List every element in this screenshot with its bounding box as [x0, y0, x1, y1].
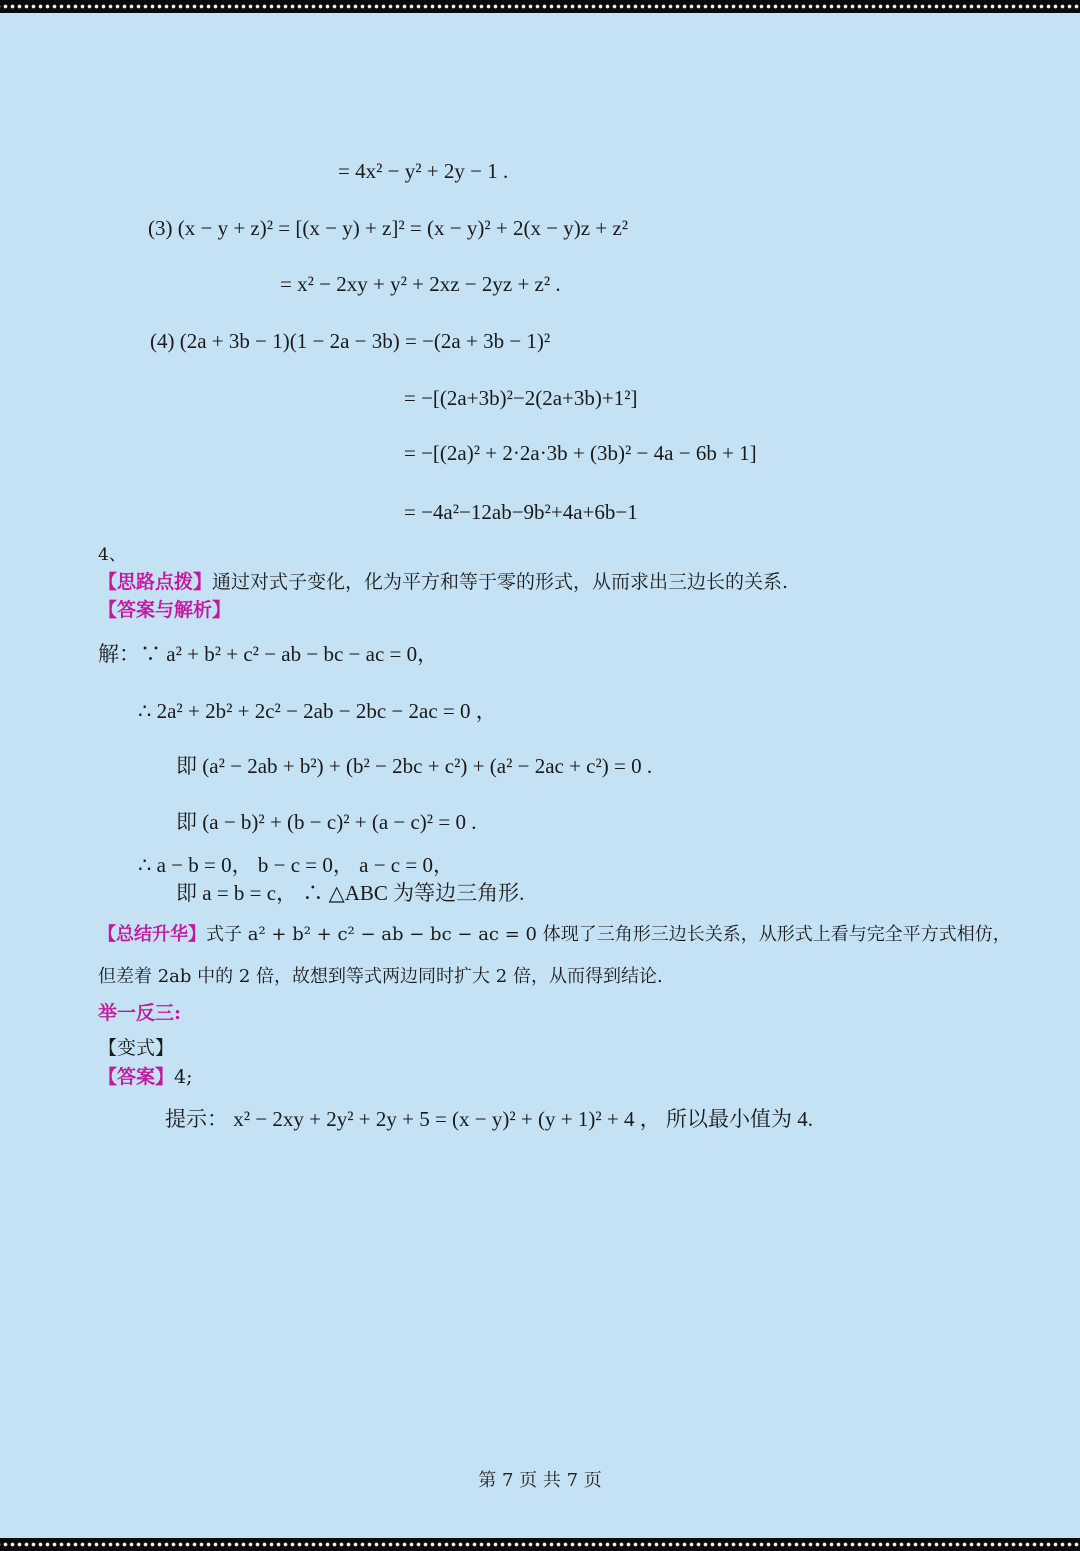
variant-answer [98, 1063, 193, 1091]
solution-line-4: 即 (a − b)² + (b − c)² + (a − c)² = 0 . [176, 810, 477, 834]
problem-number: 4、 [98, 545, 126, 565]
variant-heading: 举一反三: [98, 1002, 182, 1024]
math-line-7: = −4a²−12ab−9b²+4a+6b−1 [404, 500, 638, 524]
page-footer: 第 7 页 共 7 页 [478, 1470, 602, 1491]
solution-line-6: 即 a = b = c， ∴ △ABC 为等边三角形. [176, 881, 525, 905]
variant-label: 【变式】 [98, 1037, 175, 1059]
math-line-1: = 4x² − y² + 2y − 1 . [338, 159, 509, 183]
bottom-decorative-border [0, 1538, 1080, 1551]
hint-text: 通过对式子变化，化为平方和等于零的形式，从而求出三边长的关系. [212, 571, 789, 593]
math-line-6: = −[(2a)² + 2·2a·3b + (3b)² − 4a − 6b + 1] [404, 441, 757, 465]
solution-line-5: ∴ a − b = 0， b − c = 0， a − c = 0， [138, 853, 454, 877]
math-line-2: (3) (x − y + z)² = [(x − y) + z]² = (x − y)² + 2(x − y)z + z² [148, 216, 629, 240]
answer-analysis-tag: 【答案与解析】 [98, 599, 232, 621]
solution-line-2: ∴ 2a² + 2b² + 2c² − 2ab − 2bc − 2ac = 0 ， [138, 699, 497, 723]
summary-line-2: 但差着 2ab 中的 2 倍，故想到等式两边同时扩大 2 倍，从而得到结论. [98, 966, 663, 987]
hint-tag: 【思路点拨】 [98, 571, 213, 593]
variant-hint: 提示： x² − 2xy + 2y² + 2y + 5 = (x − y)² + (y + 1)² + 4 ， 所以最小值为 4. [165, 1107, 813, 1131]
math-line-3: = x² − 2xy + y² + 2xz − 2yz + z² . [280, 272, 561, 296]
math-line-4: (4) (2a + 3b − 1)(1 − 2a − 3b) = −(2a + 3b − 1)² [150, 329, 551, 353]
variant-answer-tag: 【答案】 [98, 1066, 175, 1088]
solution-line-1: 解：∵ a² + b² + c² − ab − bc − ac = 0， [98, 642, 439, 666]
variant-answer-value: 4; [174, 1066, 193, 1088]
summary-tag: 【总结升华】 [98, 924, 206, 945]
top-decorative-border [0, 0, 1080, 13]
summary-text-1: 式子 a² + b² + c² − ab − bc − ac = 0 体现了三角形三边长关系，从形式上看与完全平方式相仿， [206, 924, 1011, 945]
solution-line-3: 即 (a² − 2ab + b²) + (b² − 2bc + c²) + (a² − 2ac + c²) = 0 . [176, 754, 653, 778]
summary-line-1 [98, 921, 1011, 949]
hint-line [98, 568, 788, 596]
math-line-5: = −[(2a+3b)²−2(2a+3b)+1²] [404, 386, 638, 410]
